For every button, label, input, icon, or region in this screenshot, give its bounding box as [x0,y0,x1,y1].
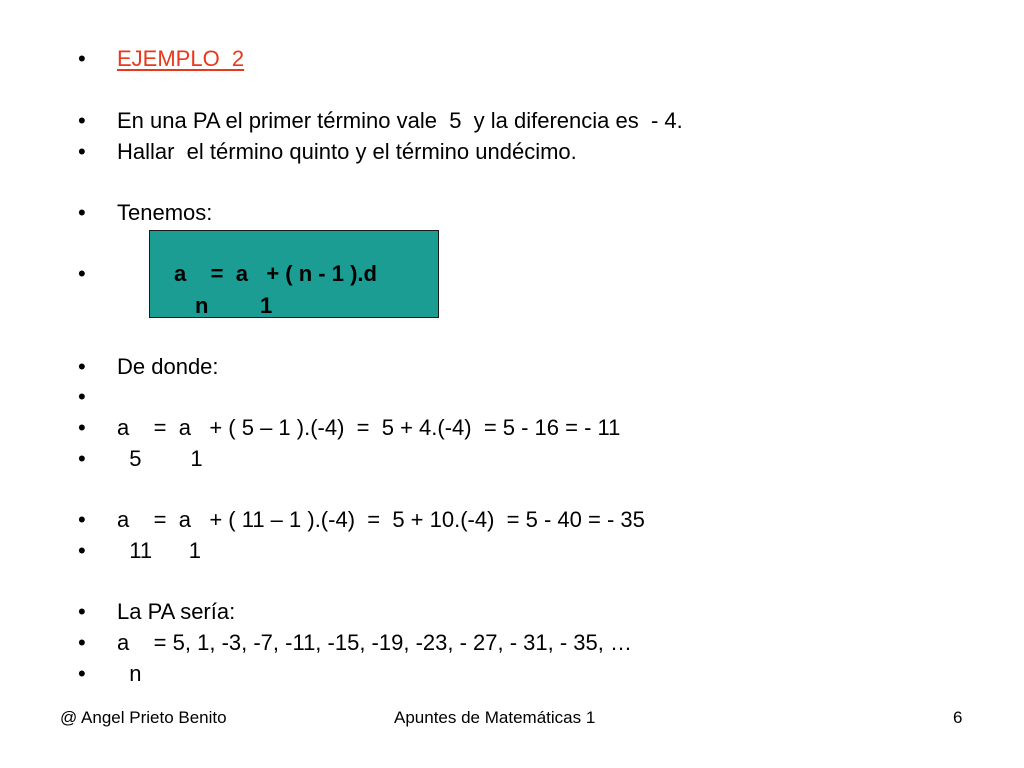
de-donde-label: De donde: [117,354,219,379]
formula-general-term: a = a + ( n - 1 ).d [174,261,377,286]
slide-title: EJEMPLO 2 [117,46,245,71]
formula-subscript-n: n [195,293,209,318]
footer-course: Apuntes de Matemáticas 1 [394,708,596,727]
bullet: • [78,661,86,686]
problem-statement-line-2: Hallar el término quinto y el término undécimo. [117,139,577,164]
footer-author: @ Angel Prieto Benito [60,708,227,727]
calc-eleventh-term-subscripts: 11 1 [117,538,201,563]
calc-fifth-term-subscripts: 5 1 [117,446,203,471]
bullet: • [78,46,86,71]
sequence-subscript: n [117,661,142,686]
footer-page-number: 6 [953,708,963,727]
problem-statement-line-1: En una PA el primer término vale 5 y la diferencia es - 4. [117,108,683,133]
bullet: • [78,599,86,624]
calc-eleventh-term: a = a + ( 11 – 1 ).(-4) = 5 + 10.(-4) = 5 - 40 = - 35 [117,507,645,532]
bullet: • [78,384,86,409]
bullet: • [78,354,86,379]
formula-subscript-1: 1 [260,293,273,318]
bullet: • [78,108,86,133]
bullet: • [78,507,86,532]
sequence-terms: a = 5, 1, -3, -7, -11, -15, -19, -23, - 27, - 31, - 35, … [117,630,632,655]
calc-fifth-term: a = a + ( 5 – 1 ).(-4) = 5 + 4.(-4) = 5 - 16 = - 11 [117,415,621,440]
bullet: • [78,200,86,225]
tenemos-label: Tenemos: [117,200,213,225]
la-pa-label: La PA sería: [117,599,236,624]
bullet: • [78,261,86,286]
bullet: • [78,630,86,655]
bullet: • [78,415,86,440]
bullet: • [78,446,86,471]
formula-box [149,230,439,318]
bullet: • [78,538,86,563]
bullet: • [78,139,86,164]
